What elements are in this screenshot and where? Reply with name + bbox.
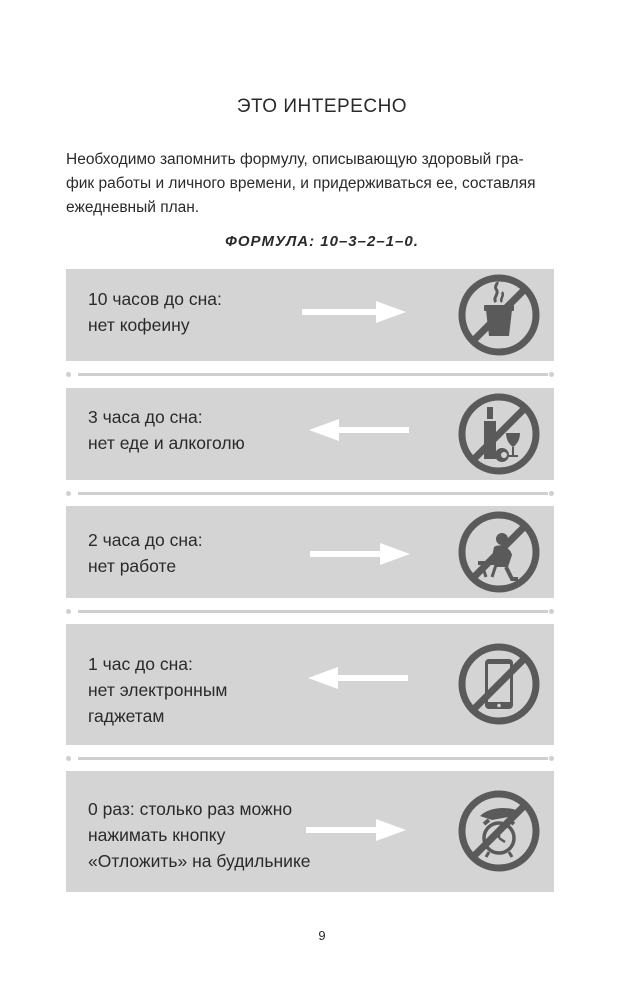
rule-line: 2 часа до сна: (88, 530, 203, 550)
rule-panel-gadgets (66, 624, 554, 745)
separator (66, 490, 554, 498)
separator-dot (549, 491, 554, 496)
separator-dot (66, 491, 71, 496)
rule-line: гаджетам (88, 706, 165, 726)
separator-dot (66, 609, 71, 614)
separator-line (78, 610, 548, 613)
arrow-left-icon (309, 419, 409, 441)
intro-line: Необходимо запомнить формулу, описывающую здоровый гра- (66, 151, 524, 168)
rule-text (88, 527, 203, 579)
rule-panel-food-alcohol (66, 388, 554, 480)
rule-text (88, 796, 311, 874)
separator-line (78, 492, 548, 495)
rule-panel-caffeine (66, 269, 554, 361)
rule-text (88, 404, 245, 456)
rule-line: 0 раз: столько раз можно (88, 799, 293, 819)
no-work-icon (456, 509, 542, 595)
arrow-right-icon (302, 301, 406, 323)
rule-panel-work (66, 506, 554, 598)
no-phone-icon (456, 641, 542, 727)
intro-line: ежедневный план. (66, 199, 200, 216)
separator-dot (66, 372, 71, 377)
rule-line: нет электронным (88, 680, 228, 700)
no-snooze-alarm-icon (456, 788, 542, 874)
separator-dot (66, 756, 71, 761)
separator-line (78, 757, 548, 760)
arrow-right-icon (310, 543, 410, 565)
rule-line: нет кофеину (88, 315, 190, 335)
separator (66, 608, 554, 616)
separator-dot (549, 372, 554, 377)
rule-line: нажимать кнопку (88, 825, 226, 845)
separator (66, 755, 554, 763)
no-food-alcohol-icon (456, 391, 542, 477)
intro-paragraph (66, 148, 566, 220)
arrow-right-icon (306, 819, 406, 841)
rule-line: 1 час до сна: (88, 654, 193, 674)
arrow-left-icon (308, 667, 408, 689)
separator-dot (549, 609, 554, 614)
separator-dot (549, 756, 554, 761)
separator (66, 371, 554, 379)
rule-text (88, 286, 222, 338)
rule-panel-snooze (66, 771, 554, 892)
page-number: 9 (318, 928, 326, 943)
no-coffee-icon (456, 272, 542, 358)
intro-line: фик работы и личного времени, и придерживаться ее, составляя (66, 175, 536, 192)
rule-text (88, 651, 227, 729)
rule-line: 10 часов до сна: (88, 289, 222, 309)
rule-line: 3 часа до сна: (88, 407, 203, 427)
rule-line: нет еде и алкоголю (88, 433, 245, 453)
formula-heading: ФОРМУЛА: 10–3–2–1–0. (225, 233, 419, 250)
rule-line: нет работе (88, 556, 177, 576)
separator-line (78, 373, 548, 376)
section-heading: ЭТО ИНТЕРЕСНО (236, 96, 408, 117)
rule-line: «Отложить» на будильнике (88, 851, 311, 871)
